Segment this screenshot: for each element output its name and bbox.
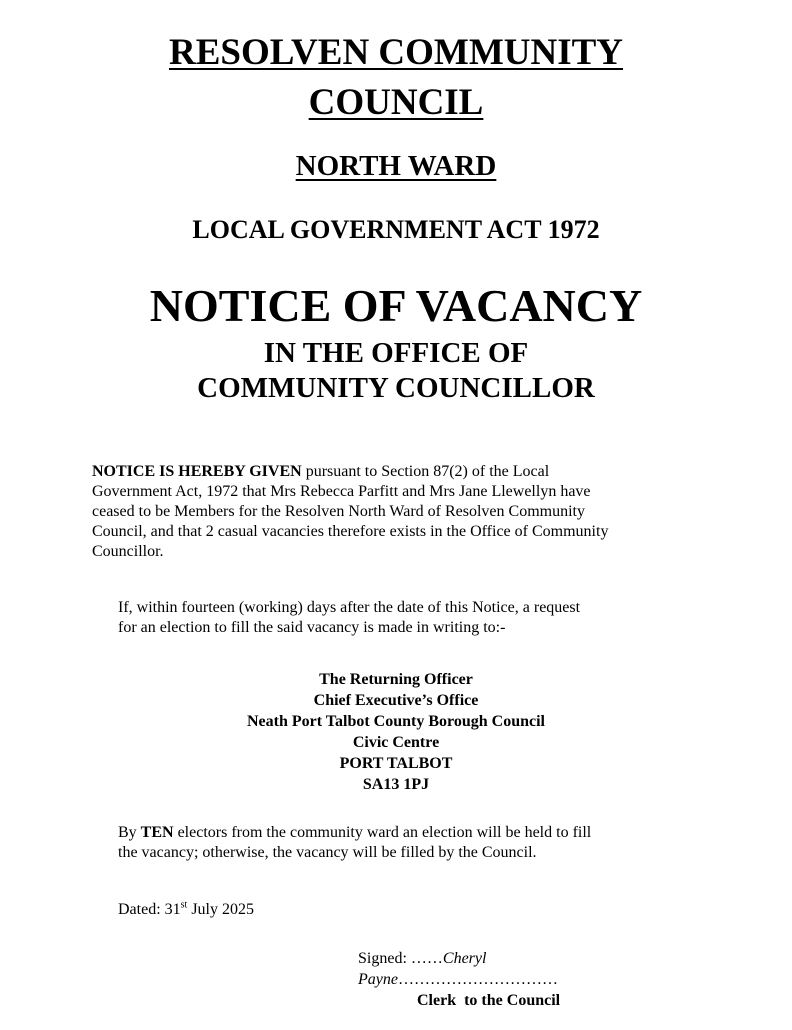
address-line4: Civic Centre	[352, 734, 440, 751]
signed-label: Signed: ……	[358, 950, 443, 967]
signature-dots: …………………………	[397, 971, 558, 988]
office-subheading-line1: IN THE OFFICE OF	[263, 337, 529, 369]
act-heading: LOCAL GOVERNMENT ACT 1972	[192, 215, 600, 244]
office-subheading-line2: COMMUNITY COUNCILLOR	[197, 372, 595, 404]
request-paragraph-line1: If, within fourteen (working) days after the date of this Notice, a request	[118, 599, 581, 616]
signature-name-part1: Cheryl	[442, 950, 487, 967]
council-title-line1: RESOLVEN COMMUNITY	[169, 32, 623, 73]
dated-prefix: Dated: 31	[118, 901, 181, 918]
signature-line1	[358, 948, 558, 969]
signature-line2	[358, 969, 558, 990]
request-paragraph	[118, 598, 708, 638]
clerk-title: Clerk to the Council	[417, 992, 561, 1009]
electors-paragraph-line1	[118, 823, 708, 843]
address-line6: SA13 1PJ	[362, 776, 430, 793]
notice-given-bold: NOTICE IS HEREBY GIVEN	[92, 463, 302, 480]
council-title-line2: COUNCIL	[308, 82, 484, 123]
signature-block	[358, 948, 558, 990]
ten-bold: TEN	[140, 824, 174, 841]
address-line5: PORT TALBOT	[339, 755, 453, 772]
dated-line	[118, 900, 254, 920]
notice-paragraph	[92, 462, 704, 562]
notice-paragraph-line2: Government Act, 1972 that Mrs Rebecca Parfitt and Mrs Jane Llewellyn have	[92, 483, 591, 500]
address-line3: Neath Port Talbot County Borough Council	[247, 713, 545, 730]
notice-paragraph-line1	[92, 462, 704, 482]
ward-heading: NORTH WARD	[295, 150, 497, 182]
electors-line1-rest: electors from the community ward an election will be held to fill	[173, 824, 592, 841]
returning-officer-address	[0, 669, 792, 795]
electors-line1-start: By	[118, 824, 141, 841]
dated-ordinal: st	[180, 899, 188, 911]
dated-rest: July 2025	[187, 901, 254, 918]
electors-paragraph-line2: the vacancy; otherwise, the vacancy will be filled by the Council.	[118, 844, 537, 861]
notice-paragraph-line1-rest: pursuant to Section 87(2) of the Local	[301, 463, 550, 480]
request-paragraph-line2: for an election to fill the said vacancy is made in writing to:-	[118, 619, 506, 636]
council-title	[0, 28, 792, 128]
electors-paragraph	[118, 823, 708, 863]
notice-paragraph-line4: Council, and that 2 casual vacancies therefore exists in the Office of Community	[92, 523, 609, 540]
notice-paragraph-line3: ceased to be Members for the Resolven North Ward of Resolven Community	[92, 503, 585, 520]
office-subheading	[0, 336, 792, 406]
address-line2: Chief Executive’s Office	[313, 692, 479, 709]
notice-heading: NOTICE OF VACANCY	[149, 280, 643, 331]
signature-name-part2: Payne	[358, 971, 398, 988]
address-line1: The Returning Officer	[319, 671, 473, 688]
notice-paragraph-line5: Councillor.	[92, 543, 164, 560]
